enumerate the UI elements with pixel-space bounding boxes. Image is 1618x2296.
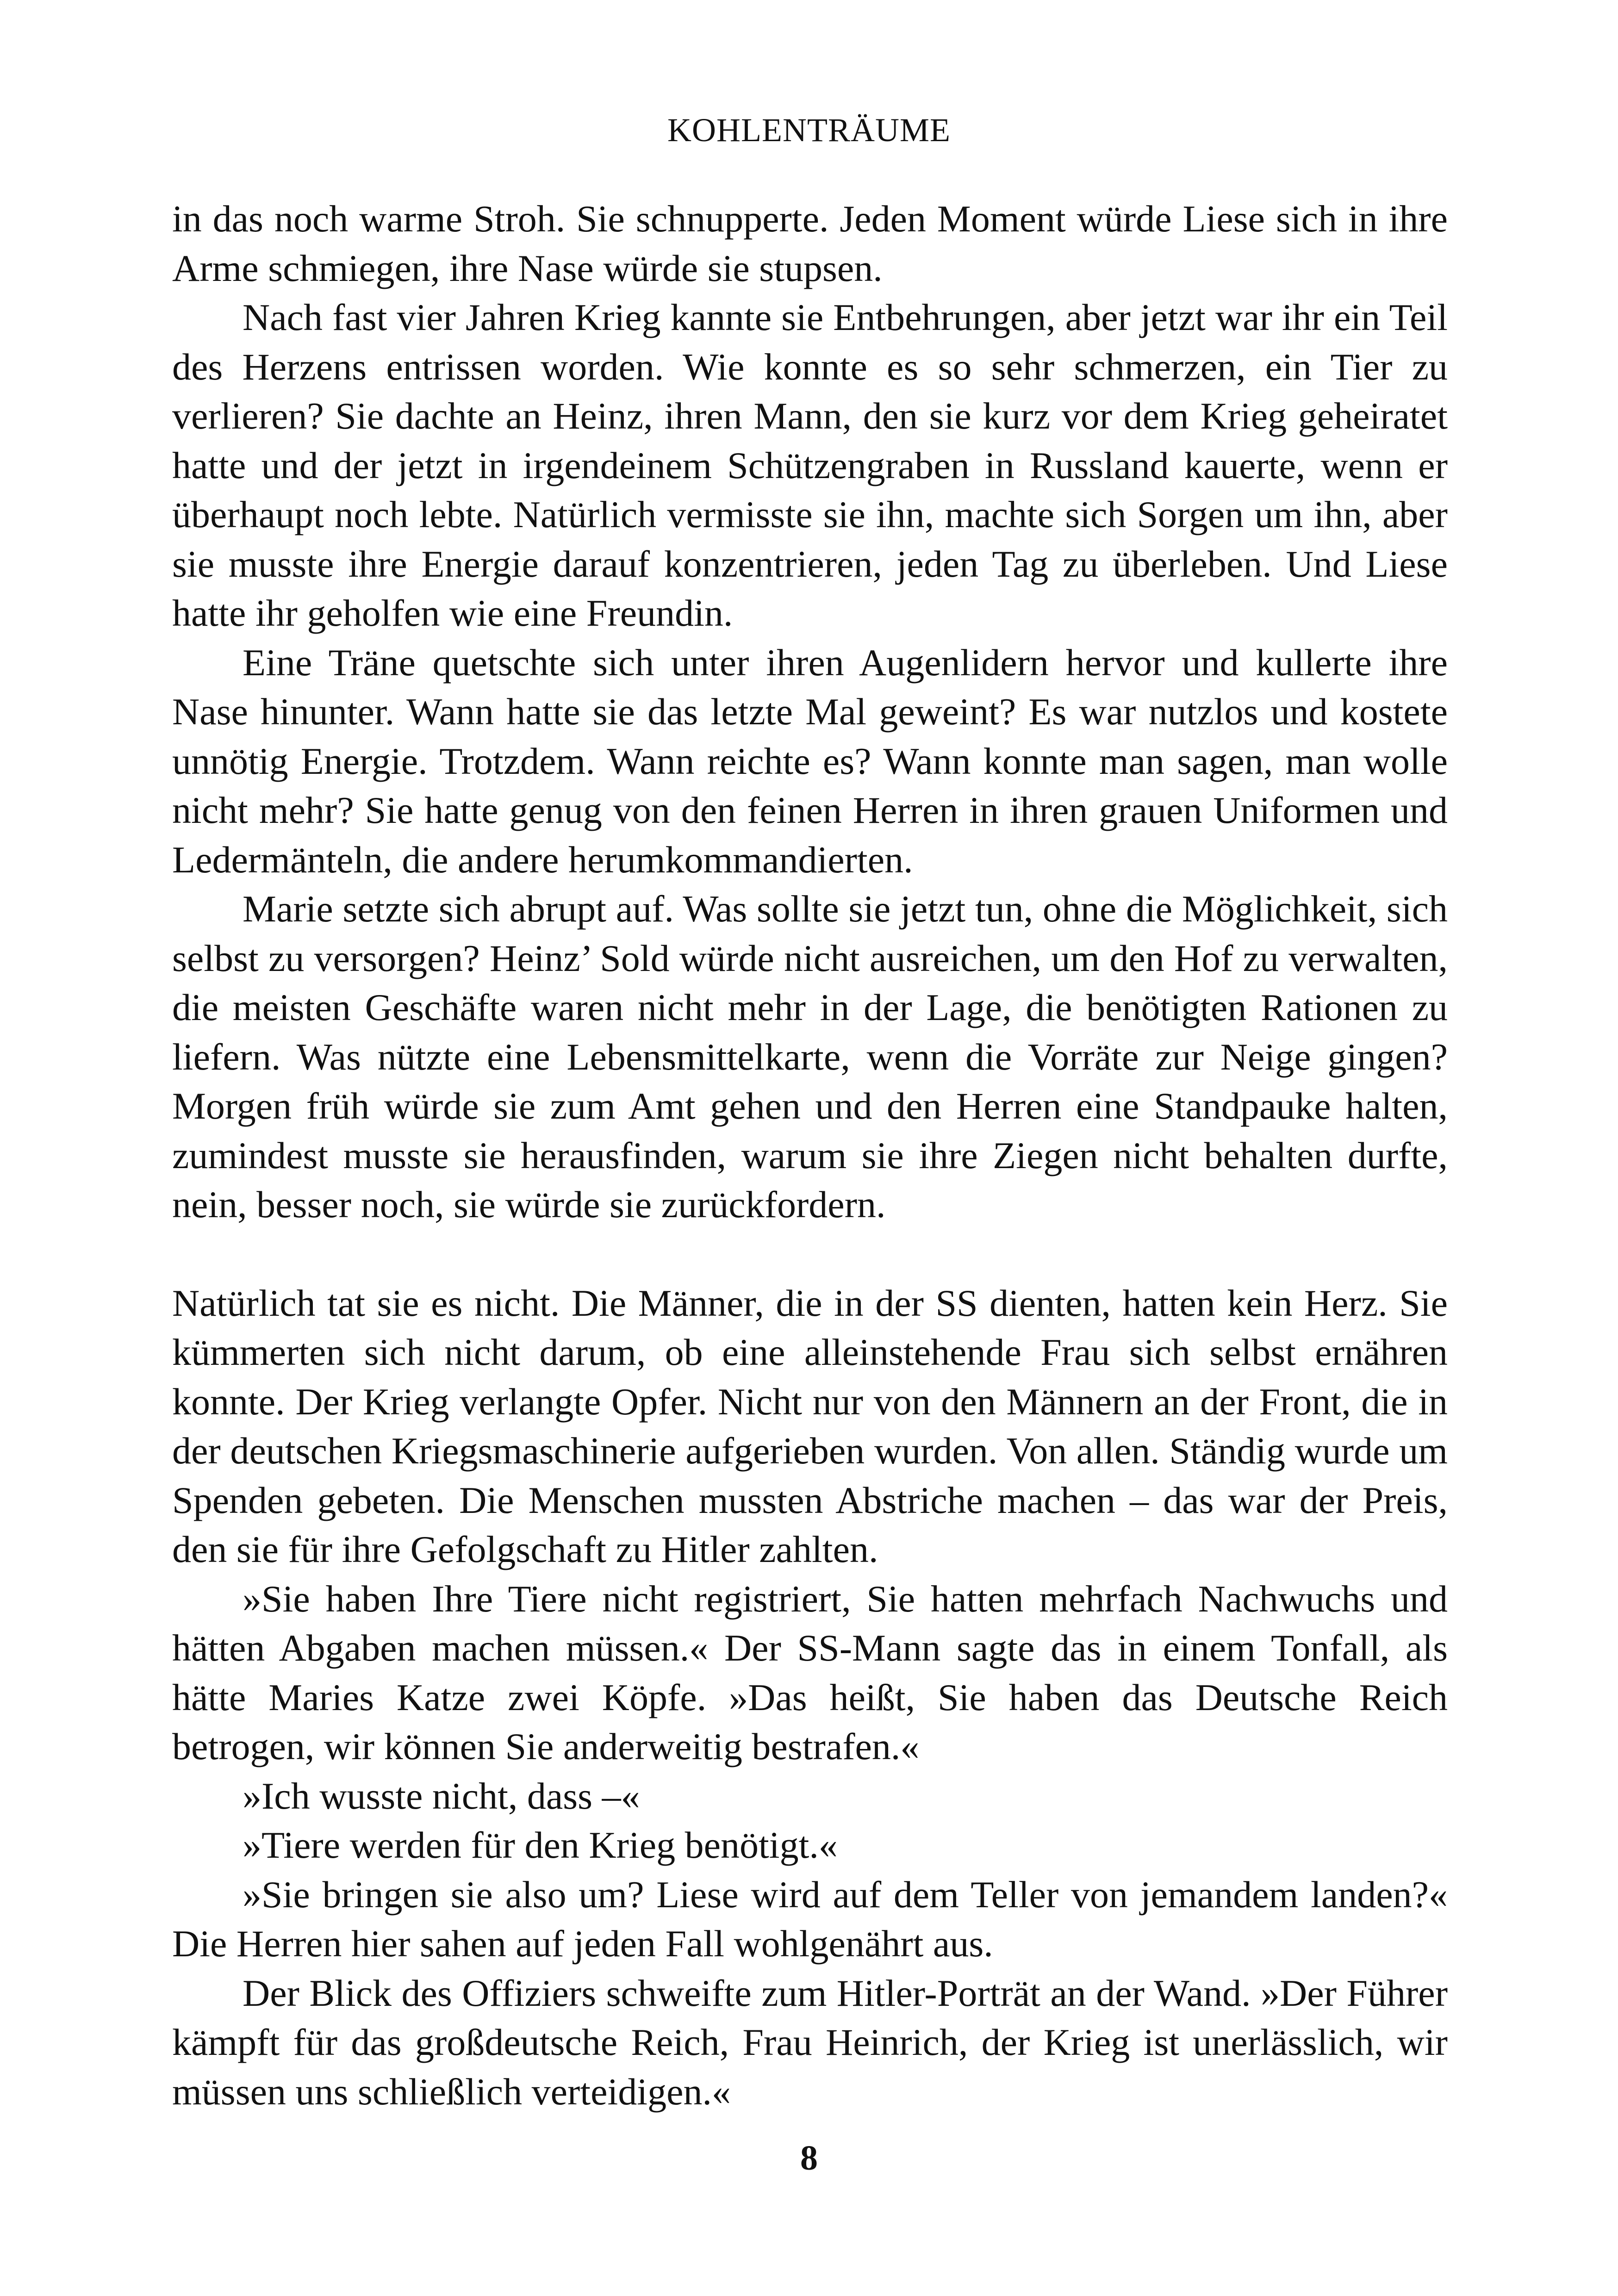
paragraph-scene-start: Natürlich tat sie es nicht. Die Männer, die in der SS dienten, hatten kein Herz. Sie kümmerten sich nicht darum, ob eine alleinstehende Frau sich selbst ernähren konnte. Der Krieg verlangte Opfer. Nicht nur von den Männern an der Front, die in der deutschen Kriegsmaschinerie aufgerieben wurden. Von allen. Ständig wurde um Spenden gebeten. Die Menschen mussten Abstriche machen – das war der Preis, den sie für ihre Gefolgschaft zu Hitler zahlten.: [172, 1282, 1448, 1570]
paragraph: »Tiere werden für den Krieg benötigt.«: [243, 1824, 838, 1866]
running-title: KOHLENTRÄUME: [667, 112, 951, 149]
paragraph: in das noch warme Stroh. Sie schnupperte. Jeden Moment würde Liese sich in ihre Arme schmiegen, ihre Nase würde sie stupsen.: [172, 198, 1448, 289]
page-number: 8: [800, 2139, 818, 2178]
paragraph: »Ich wusste nicht, dass –«: [243, 1774, 640, 1817]
paragraph: »Sie bringen sie also um? Liese wird auf dem Teller von jemandem landen?« Die Herren hier sahen auf jeden Fall wohlgenährt aus.: [172, 1873, 1448, 1965]
paragraph: »Sie haben Ihre Tiere nicht registriert, Sie hatten mehrfach Nachwuchs und hätten Abgaben machen müssen.« Der SS-Mann sagte das in einem Tonfall, als hätte Maries Katze zwei Köpfe. »Das heißt, Sie haben das Deutsche Reich betrogen, wir können Sie anderweitig bestrafen.«: [172, 1577, 1448, 1767]
paragraph: Marie setzte sich abrupt auf. Was sollte sie jetzt tun, ohne die Möglichkeit, sich selbst zu versorgen? Heinz’ Sold würde nicht ausreichen, um den Hof zu verwalten, die meisten Geschäfte waren nicht mehr in der Lage, die benötigten Rationen zu liefern. Was nützte eine Lebensmittelkarte, wenn die Vorräte zur Neige gingen? Morgen früh würde sie zum Amt gehen und den Herren eine Standpauke halten, zumindest musste sie herausfinden, warum sie ihre Ziegen nicht behalten durfte, nein, besser noch, sie würde sie zurückfordern.: [172, 888, 1448, 1226]
paragraph: Nach fast vier Jahren Krieg kannte sie Entbehrungen, aber jetzt war ihr ein Teil des Herzens entrissen worden. Wie konnte es so sehr schmerzen, ein Tier zu verlieren? Sie dachte an Heinz, ihren Mann, den sie kurz vor dem Krieg geheiratet hatte und der jetzt in irgendeinem Schützengraben in Russland kauerte, wenn er überhaupt noch lebte. Natürlich vermisste sie ihn, machte sich Sorgen um ihn, aber sie musste ihre Energie darauf konzentrieren, jeden Tag zu überleben. Und Liese hatte ihr geholfen wie eine Freundin.: [172, 296, 1448, 634]
paragraph: Der Blick des Offiziers schweifte zum Hitler-Porträt an der Wand. »Der Führer kämpft für das großdeutsche Reich, Frau Heinrich, der Krieg ist unerlässlich, wir müssen uns schließlich verteidigen.«: [172, 1972, 1448, 2113]
body-text: [172, 194, 1448, 2116]
paragraph: Eine Träne quetschte sich unter ihren Augenlidern hervor und kullerte ihre Nase hinunter. Wann hatte sie das letzte Mal geweint? Es war nutzlos und kostete unnötig Energie. Trotzdem. Wann reichte es? Wann konnte man sagen, man wolle nicht mehr? Sie hatte genug von den feinen Herren in ihren grauen Uniformen und Ledermänteln, die andere herumkommandierten.: [172, 641, 1448, 881]
